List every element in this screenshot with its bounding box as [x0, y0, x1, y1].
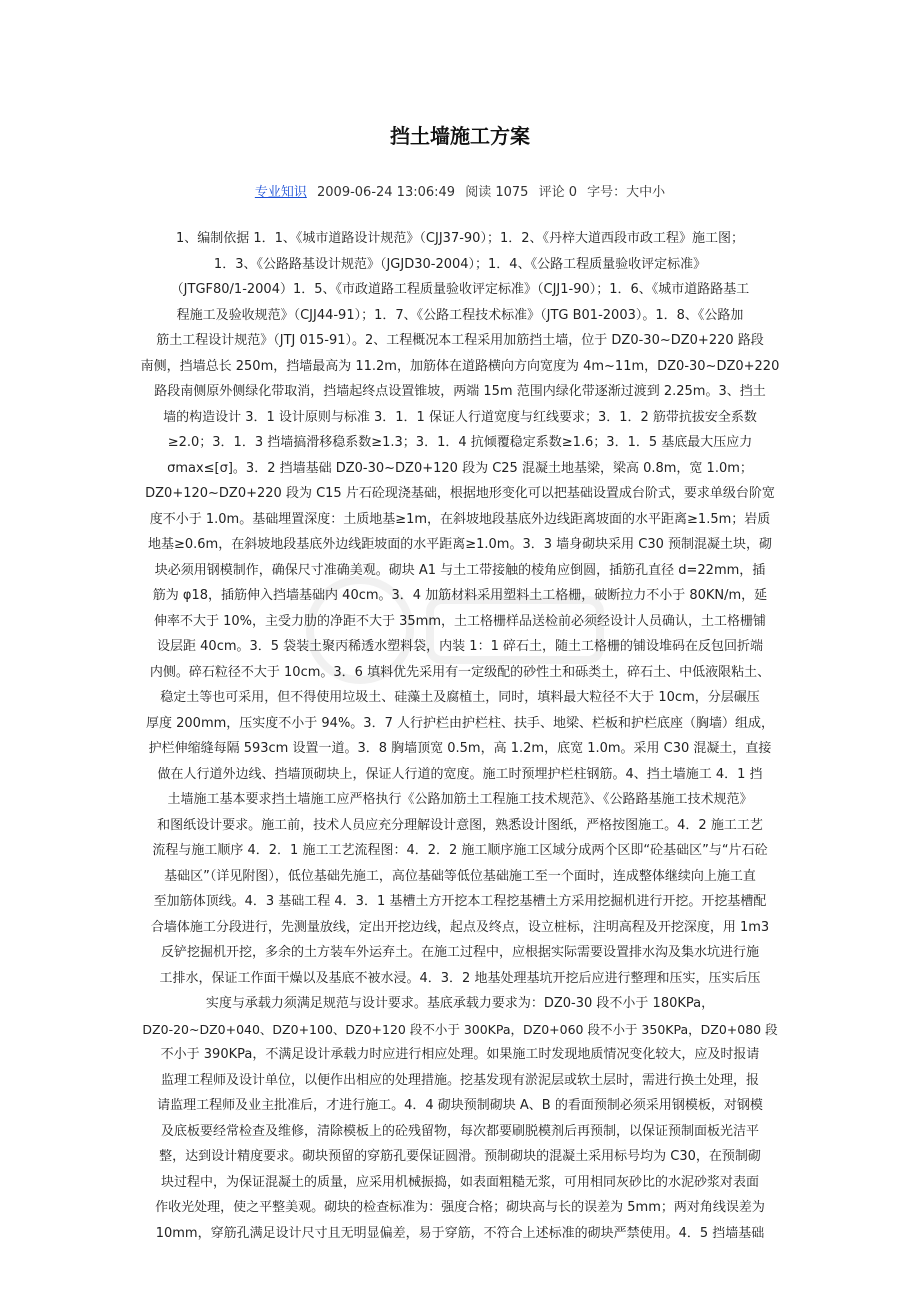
body-line: 筋土工程设计规范》（JTJ 015-91）。2、工程概况本工程采用加筋挡土墙，位于 DZ0-30~DZ0+220 路段: [156, 333, 764, 348]
body-line: 监理工程师及设计单位，以便作出相应的处理措施。挖基发现有淤泥层或软土层时，需进行换土处理，报: [160, 1072, 759, 1088]
body-line: 和图纸设计要求。施工前，技术人员应充分理解设计意图，熟悉设计图纸，严格按图施工。4．2 施工工艺: [157, 817, 763, 833]
body-line: 请监理工程师及业主批准后，才进行施工。4．4 砌块预制砌块 A、B 的看面预制必须采用钢模板，对钢模: [157, 1098, 763, 1113]
body-line: DZ0+120~DZ0+220 段为 C15 片石砼现浇基础，根据地形变化可以把基础设置成台阶式，要求单级台阶宽: [145, 486, 775, 501]
article-body: [140, 226, 780, 1292]
body-line: 路段南侧原外侧绿化带取消，挡墙起终点设置锥坡，两端 15m 范围内绿化带逐渐过渡到 2.25m。3、挡土: [154, 384, 766, 399]
body-line: 程施工及验收规范》（CJJ44-91）；1．7、《公路工程技术标准》（JTG B01-2003）。1．8、《公路加: [176, 307, 744, 323]
body-line: 及底板要经常检查及维修，清除模板上的砼残留物，每次都要刷脱模剂后再预制，以保证预制面板光洁平: [160, 1123, 759, 1139]
body-line: 筋为 φ18，插筋伸入挡墙基础内 40cm。3．4 加筋材料采用塑料土工格栅，破断拉力不小于 80KN/m，延: [152, 588, 768, 603]
body-line: 10mm，穿筋孔满足设计尺寸且无明显偏差，易于穿筋，不符合上述标准的砌块严禁使用。4．5 挡墙基础: [155, 1225, 765, 1241]
body-line: 整，达到设计精度要求。砌块预留的穿筋孔要保证圆滑。预制砌块的混凝土采用标号均为 C30，在预制砌: [159, 1149, 761, 1164]
article-meta: [0, 182, 920, 204]
font-size-control[interactable]: 字号：大中小: [587, 185, 666, 200]
body-line: 流程与施工顺序 4．2．1 施工工艺流程图：4．2．2 施工顺序施工区域分成两个区即“砼基础区”与“片石砼: [152, 843, 768, 858]
body-line: 伸率不大于 10%，主受力肋的净距不大于 35mm，土工格栅样品送检前必须经设计人员确认，土工格栅铺: [153, 613, 767, 629]
body-line: 墙的构造设计 3．1 设计原则与标准 3．1．1 保证人行道宽度与红线要求；3．1．2 筋带抗拔安全系数: [163, 409, 757, 425]
body-line: 至加筋体顶线。4．3 基础工程 4．3．1 基槽土方开挖本工程挖基槽土方采用挖掘机进行开挖。开挖基槽配: [153, 894, 767, 909]
body-line: 块过程中，为保证混凝土的质量，应采用机械振捣，如表面粗糙无浆，可用相同灰砂比的水泥砂浆对表面: [160, 1174, 759, 1190]
publish-datetime: 2009-06-24 13:06:49: [317, 185, 456, 200]
body-line: 设层距 40cm。3．5 袋装土聚丙稀透水塑料袋，内装 1：1 碎石土，随土工格栅的铺设堆码在反包回折端: [157, 639, 763, 654]
body-line: 合墙体施工分段进行，先测量放线，定出开挖边线，起点及终点，设立桩标，注明高程及开挖深度，用 1m3: [150, 919, 770, 935]
read-count: 阅读 1075: [465, 185, 529, 200]
body-line: 1．3、《公路路基设计规范》（JGJD30-2004）；1．4、《公路工程质量验收评定标准》: [213, 256, 707, 272]
body-line: 护栏伸缩缝每隔 593cm 设置一道。3．8 胸墙顶宽 0.5m，高 1.2m，底宽 1.0m。采用 C30 混凝土，直接: [148, 741, 772, 756]
body-line: 不小于 390KPa，不满足设计承载力时应进行相应处理。如果施工时发现地质情况变化较大，应及时报请: [160, 1047, 760, 1062]
body-line: 块必须用钢模制作，确保尺寸准确美观。砌块 A1 与土工带接触的棱角应倒圆，插筋孔直径 d=22mm，插: [154, 562, 766, 578]
body-line: 稳定土等也可采用，但不得使用垃圾土、硅藻土及腐植土，同时，填料最大粒径不大于 10cm，分层碾压: [160, 690, 760, 705]
body-line: σmax≤[σ]。3．2 挡墙基础 DZ0-30~DZ0+120 段为 C25 混凝土地基梁，梁高 0.8m，宽 1.0m；: [167, 460, 753, 476]
body-line: ≥2.0；3．1．3 挡墙搞滑移稳系数≥1.3；3．1．4 抗倾覆稳定系数≥1.6；3．1．5 基底最大压应力: [167, 435, 753, 450]
body-line: 工排水，保证工作面干燥以及基底不被水浸。4．3．2 地基处理基坑开挖后应进行整理和压实，压实后压: [159, 970, 761, 986]
category-link[interactable]: 专业知识: [254, 185, 307, 200]
body-line: 厚度 200mm，压实度不小于 94%。3．7 人行护栏由护栏柱、扶手、地梁、栏板和护栏底座（胸墙）组成，: [146, 715, 774, 731]
body-line: DZ0-20~DZ0+040、DZ0+100、DZ0+120 段不小于 300KPa，DZ0+060 段不小于 350KPa，DZ0+080 段: [142, 1021, 778, 1037]
body-line: 作收光处理，使之平整美观。砌块的检查标准为：强度合格；砌块高与长的误差为 5mm；两对角线误差为: [155, 1200, 765, 1215]
body-line: 基础区”（详见附图），低位基础先施工，高位基础等低位基础施工至一个面时，连成整体继续向上施工直: [164, 868, 756, 884]
body-line: 地基≥0.6m，在斜坡地段基底外边线距坡面的水平距离≥1.0m。3．3 墙身砌块采用 C30 预制混凝土块，砌: [147, 537, 773, 552]
body-line: 南侧，挡墙总长 250m，挡墙最高为 11.2m，加筋体在道路横向方向宽度为 4m~11m，DZ0-30~DZ0+220: [140, 358, 780, 374]
body-line: 内侧。碎石粒径不大于 10cm。3．6 填料优先采用有一定级配的砂性土和砾类土，碎石土、中低液限粘土、: [149, 664, 771, 680]
body-line: 1、编制依据 1．1、《城市道路设计规范》（CJJ37-90）；1．2、《丹梓大道西段市政工程》施工图；: [175, 231, 744, 246]
comment-count: 评论 0: [538, 185, 577, 200]
body-line: 反铲挖掘机开挖，多余的土方装车外运弃土。在施工过程中，应根据实际需要设置排水沟及集水坑进行施: [160, 945, 759, 960]
body-line: （JTGF80/1-2004）1．5、《市政道路工程质量验收评定标准》（CJJ1-90）；1．6、《城市道路路基工: [170, 282, 750, 297]
article-title: 挡土墙施工方案: [390, 124, 530, 148]
body-line: 度不小于 1.0m。基础埋置深度：土质地基≥1m，在斜坡地段基底外边线距离坡面的水平距离≥1.5m；岩质: [149, 511, 771, 527]
body-line: 做在人行道外边线、挡墙顶砌块上，保证人行道的宽度。施工时预埋护栏柱钢筋。4、挡土墙施工 4．1 挡: [157, 766, 763, 782]
body-line: 土墙施工基本要求挡土墙施工应严格执行《公路加筋土工程施工技术规范》、《公路路基施工技术规范》: [167, 792, 753, 807]
body-line: 实度与承载力须满足规范与设计要求。基底承载力要求为：DZ0-30 段不小于 180KPa，: [205, 996, 715, 1011]
